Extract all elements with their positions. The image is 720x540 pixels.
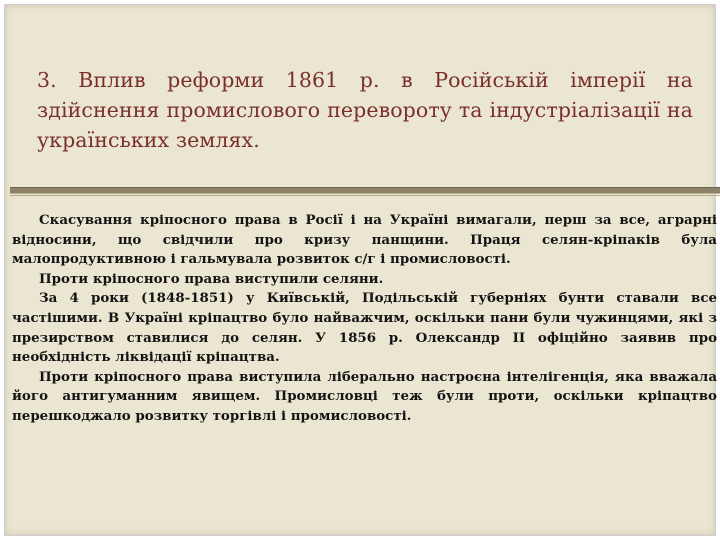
paragraph-peasants-opposed: Проти кріпосного права виступили селяни. xyxy=(39,270,384,287)
paragraph-abolition-reasons: Скасування кріпосного права в Росії і на Україні вимагали, перш за все, аграрні відносини, що свідчили про кризу панщини. Праця селян-кріпаків була малопродуктивною і гальмувала розвиток с/г і промисловості. xyxy=(12,212,717,268)
paragraph-intelligentsia: Проти кріпосного права виступила ліберально настроєна інтелігенція, яка вважала його антигуманним явищем. Промисловці теж були проти, оскільки кріпацтво перешкоджало розвитку торгівлі і промисловості. xyxy=(12,368,717,424)
paragraph-riots: За 4 роки (1848-1851) у Київській, Подільській губерніях бунти ставали все частішими. В Україні кріпацтво було найважчим, оскільки пани були чужинцями, які з презирством ставилися до селян. У 1856 р. Олександр ІІ офіційно заявив про необхідність ліквідації кріпацтва. xyxy=(12,290,717,366)
slide-body xyxy=(12,211,717,427)
slide xyxy=(4,4,716,536)
title-divider-thin xyxy=(10,195,720,196)
slide-title: 3. Вплив реформи 1861 р. в Російській імперії на здійснення промислового перевороту та індустріалізації на українських землях. xyxy=(37,68,693,152)
title-divider xyxy=(10,187,720,194)
